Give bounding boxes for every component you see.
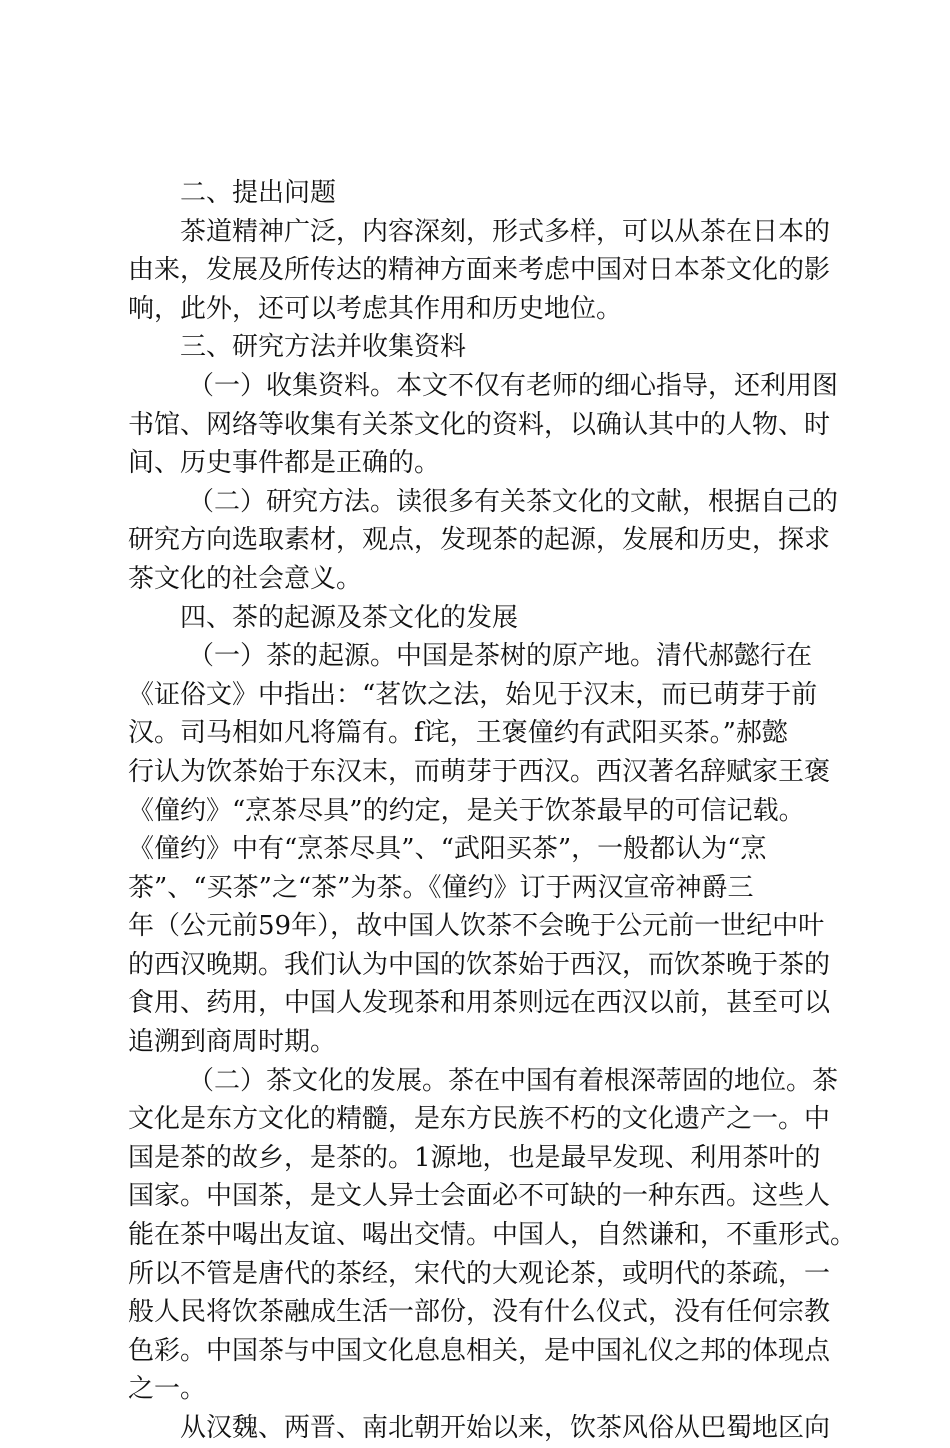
paragraph-line: （二）茶文化的发展。茶在中国有着根深蒂固的地位。茶	[188, 1065, 839, 1096]
section-heading-4: 四、茶的起源及茶文化的发展	[180, 602, 519, 633]
paragraph-line: 色彩。中国茶与中国文化息息相关，是中国礼仪之邦的体现点	[128, 1335, 831, 1366]
section-2-paragraph	[128, 213, 854, 329]
paragraph-line: 《僮约》“烹茶尽具”的约定，是关于饮茶最早的可信记载。	[128, 795, 805, 826]
section-heading-3: 三、研究方法并收集资料	[180, 332, 467, 363]
paragraph-line: 追溯到商周时期。	[128, 1027, 337, 1058]
section-heading-2: 二、提出问题	[180, 178, 337, 208]
document-page	[128, 174, 857, 1448]
paragraph-line: 之一。	[128, 1374, 207, 1405]
paragraph-line: 研究方向选取素材，观点，发现茶的起源，发展和历史，探求	[128, 525, 831, 556]
section-4-final-paragraph	[128, 1409, 854, 1448]
section-4-sub1-paragraph	[128, 637, 854, 1062]
paragraph-line: 茶文化的社会意义。	[128, 563, 363, 594]
paragraph-line: 间、历史事件都是正确的。	[128, 448, 441, 479]
paragraph-line: 年（公元前59年），故中国人饮茶不会晚于公元前一世纪中叶	[128, 911, 825, 942]
section-4-sub2-paragraph	[128, 1062, 857, 1409]
paragraph-line: 《证俗文》中指出：“茗饮之法，始见于汉末，而已萌芽于前	[128, 679, 818, 710]
paragraph-line: 书馆、网络等收集有关茶文化的资料，以确认其中的人物、时	[128, 409, 831, 440]
paragraph-line: 茶”、“买茶”之“茶”为茶。《僮约》订于两汉宣帝神爵三	[128, 872, 754, 903]
paragraph-line: 国是茶的故乡，是茶的。1源地，也是最早发现、利用茶叶的	[128, 1142, 821, 1173]
paragraph-line: 行认为饮茶始于东汉末，而萌芽于西汉。西汉著名辞赋家王褒	[128, 756, 831, 787]
section-3-sub2-paragraph	[128, 483, 854, 599]
paragraph-line: 所以不管是唐代的茶经，宋代的大观论茶，或明代的茶疏，一	[128, 1258, 831, 1289]
section-3-sub1-paragraph	[128, 367, 854, 483]
paragraph-line: 汉。司马相如凡将篇有。f诧，王褒僮约有武阳买茶。”郝懿	[128, 718, 788, 749]
paragraph-line: 能在茶中喝出友谊、喝出交情。中国人，自然谦和，不重形式。	[128, 1220, 857, 1251]
paragraph-line: 由来，发展及所传达的精神方面来考虑中国对日本茶文化的影	[128, 255, 831, 286]
paragraph-line: （一）收集资料。本文不仅有老师的细心指导，还利用图	[188, 370, 839, 401]
paragraph-line: 国家。中国茶，是文人异士会面必不可缺的一种东西。这些人	[128, 1181, 831, 1212]
paragraph-line: 响，此外，还可以考虑其作用和历史地位。	[128, 293, 623, 324]
paragraph-line: （二）研究方法。读很多有关茶文化的文献，根据自己的	[188, 486, 839, 517]
paragraph-line: 食用、药用，中国人发现茶和用茶则远在西汉以前，甚至可以	[128, 988, 831, 1019]
paragraph-line: 从汉魏、两晋、南北朝开始以来，饮茶风俗从巴蜀地区向	[180, 1413, 831, 1443]
paragraph-line: 《僮约》中有“烹茶尽具”、“武阳买茶”，一般都认为“烹	[128, 834, 767, 865]
paragraph-line: （一）茶的起源。中国是茶树的原产地。清代郝懿行在	[188, 641, 813, 672]
paragraph-line: 般人民将饮茶融成生活一部份，没有什么仪式，没有任何宗教	[128, 1297, 831, 1328]
paragraph-line: 文化是东方文化的精髓，是东方民族不朽的文化遗产之一。中	[128, 1104, 831, 1135]
paragraph-line: 茶道精神广泛，内容深刻，形式多样，可以从茶在日本的	[180, 216, 831, 247]
paragraph-line: 的西汉晚期。我们认为中国的饮茶始于西汉，而饮茶晚于茶的	[128, 949, 831, 980]
